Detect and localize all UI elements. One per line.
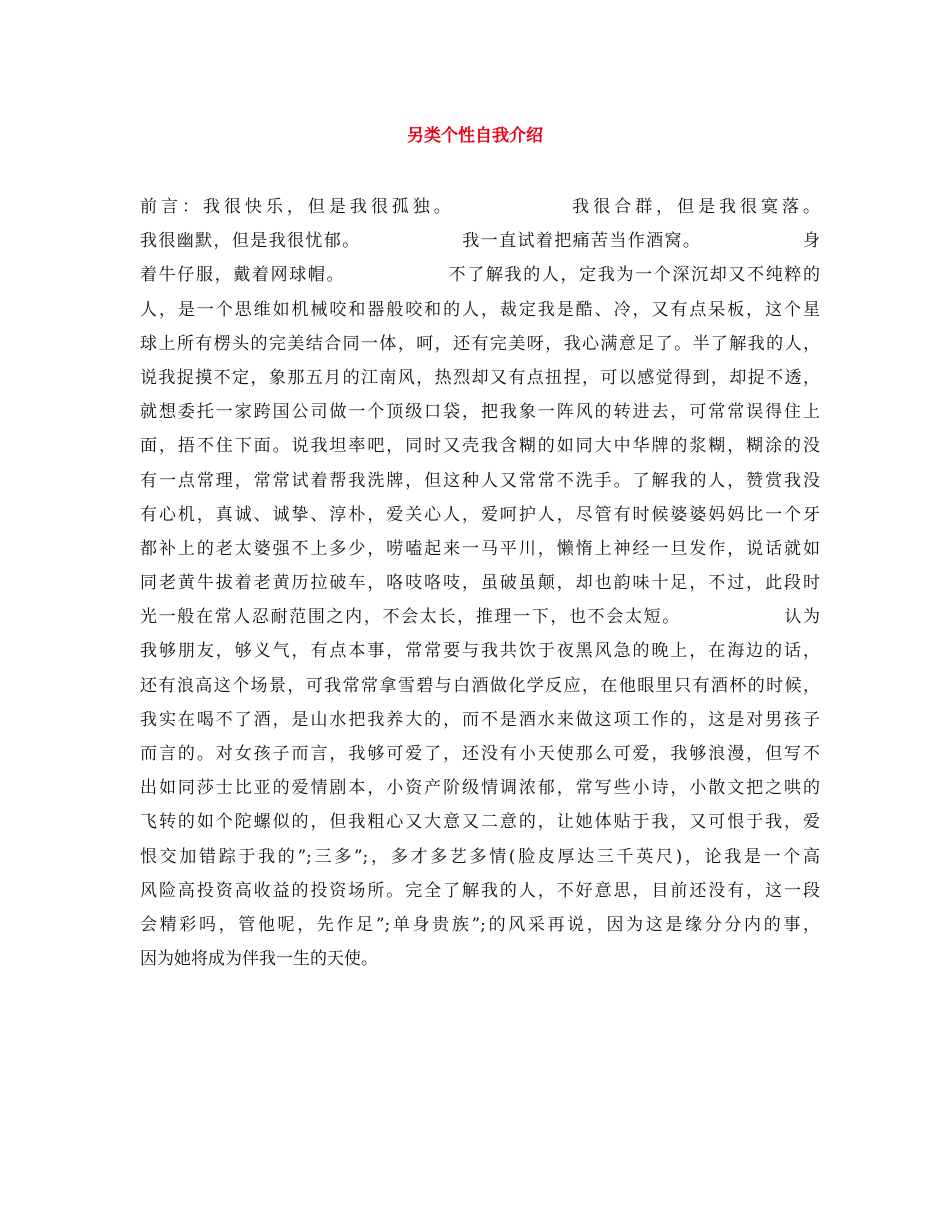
body-line: 光一般在常人忍耐范围之内，不会太长，推理一下，也不会太短。 认为	[140, 607, 820, 628]
body-line: 而言的。对女孩子而言，我够可爱了，还没有小天使那么可爱，我够浪漫，但写不	[140, 744, 820, 764]
body-line: 因为她将成为伴我一生的天使。	[140, 949, 378, 970]
body-line: 人，是一个思维如机械咬和器般咬和的人，裁定我是酷、冷，又有点呆板，这个星	[140, 299, 820, 320]
body-line: 同老黄牛拔着老黄历拉破车，咯吱咯吱，虽破虽颠，却也韵味十足，不过，此段时	[140, 573, 820, 594]
body-line: 都补上的老太婆强不上多少，唠嗑起来一马平川，懒惰上神经一旦发作，说话就如	[140, 538, 820, 559]
body-line: 有一点常理，常常试着帮我洗牌，但这种人又常常不洗手。了解我的人，赞赏我没	[140, 470, 820, 491]
body-line: 前言：我很快乐，但是我很孤独。 我很合群，但是我很寞落。	[140, 197, 820, 217]
body-line: 会精彩吗，管他呢，先作足”;单身贵族”;的风采再说，因为这是缘分分内的事，	[140, 914, 820, 935]
body-line: 说我捉摸不定，象那五月的江南风，热烈却又有点扭捏，可以感觉得到，却捉不透，	[140, 367, 820, 388]
body-line: 风险高投资高收益的投资场所。完全了解我的人，不好意思，目前还没有，这一段	[140, 880, 820, 901]
document-body	[140, 190, 820, 976]
body-line: 球上所有楞头的完美结合同一体，呵，还有完美呀，我心满意足了。半了解我的人，	[140, 333, 820, 354]
document-title: 另类个性自我介绍	[407, 126, 543, 146]
body-line: 就想委托一家跨国公司做一个顶级口袋，把我象一阵风的转进去，可常常误得住上	[140, 402, 820, 423]
body-line: 飞转的如个陀螺似的，但我粗心又大意又二意的，让她体贴于我，又可恨于我，爱	[140, 812, 820, 833]
body-line: 出如同莎士比亚的爱情剧本，小资产阶级情调浓郁，常写些小诗，小散文把之哄的	[140, 778, 820, 799]
body-line: 面，捂不住下面。说我坦率吧，同时又壳我含糊的如同大中华牌的浆糊，糊涂的没	[140, 436, 820, 457]
body-line: 着牛仔服，戴着网球帽。 不了解我的人，定我为一个深沉却又不纯粹的	[140, 265, 820, 286]
body-line: 我实在喝不了酒，是山水把我养大的，而不是酒水来做这项工作的，这是对男孩子	[140, 709, 820, 730]
body-line: 我很幽默，但是我很忧郁。 我一直试着把痛苦当作酒窝。 身	[140, 231, 820, 252]
body-line: 还有浪高这个场景，可我常常拿雪碧与白酒做化学反应，在他眼里只有酒杯的时候，	[140, 675, 820, 696]
body-line: 有心机，真诚、诚挚、淳朴，爱关心人，爱呵护人，尽管有时候婆婆妈妈比一个牙	[140, 504, 820, 525]
body-line: 恨交加错踪于我的”;三多”;，多才多艺多情(脸皮厚达三千英尺)，论我是一个高	[140, 846, 820, 867]
body-line: 我够朋友，够义气，有点本事，常常要与我共饮于夜黑风急的晚上，在海边的话，	[140, 641, 820, 662]
